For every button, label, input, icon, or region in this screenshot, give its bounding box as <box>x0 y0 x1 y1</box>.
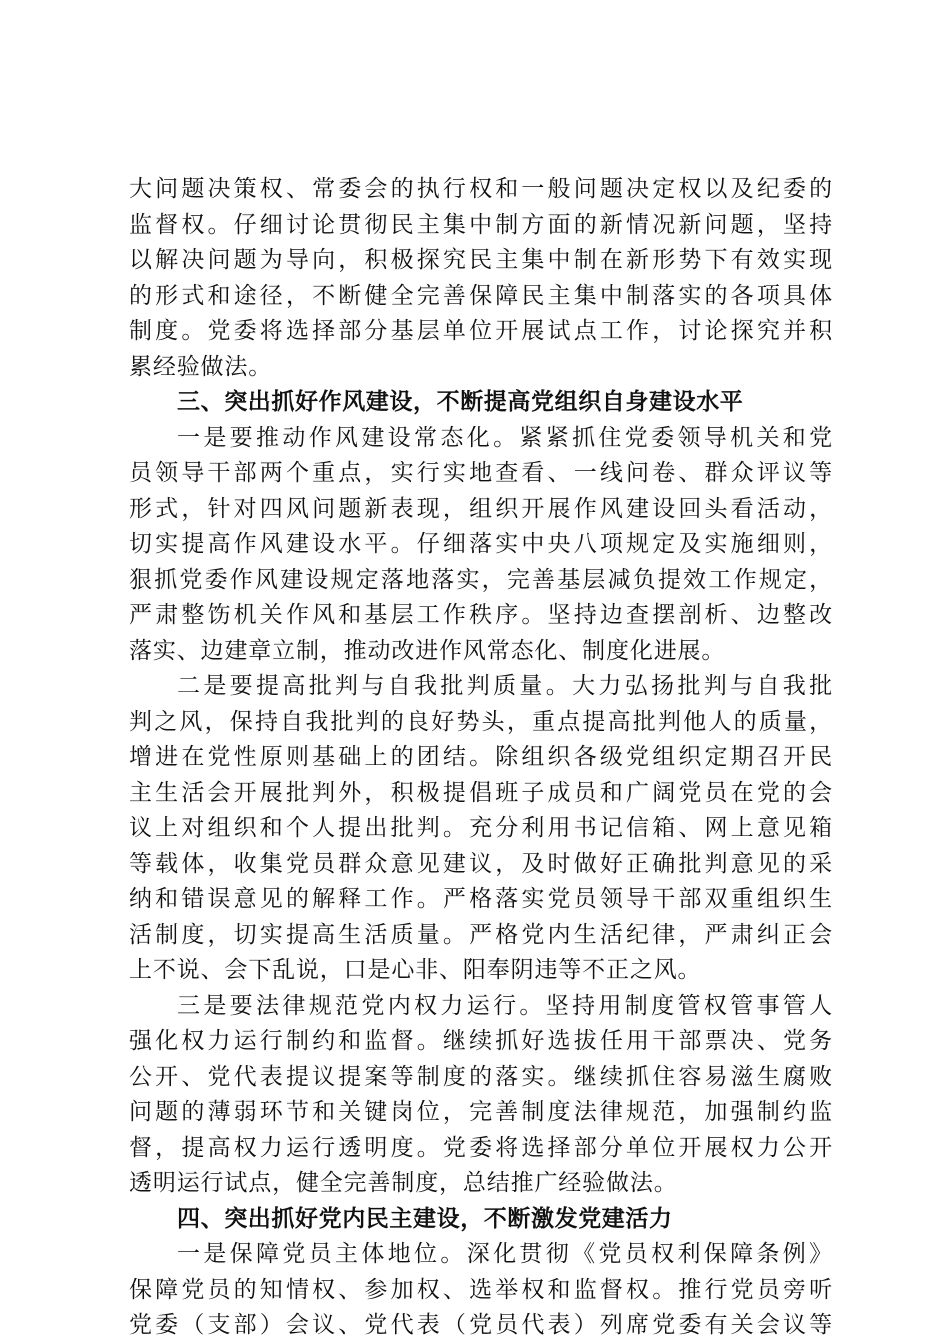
document-page <box>129 172 833 1344</box>
paragraph-line: 严肃整饬机关作风和基层工作秩序。坚持边查摆剖析、边整改 <box>129 602 833 628</box>
section-heading-3: 三、突出抓好作风建设，不断提高党组织自身建设水平 <box>177 389 744 415</box>
paragraph-line: 活制度，切实提高生活质量。严格党内生活纪律，严肃纠正会 <box>129 921 833 948</box>
paragraph-line: 上不说、会下乱说，口是心非、阳奉阴违等不正之风。 <box>129 957 702 983</box>
paragraph-line: 问题的薄弱环节和关键岗位，完善制度法律规范，加强制约监 <box>129 1099 833 1125</box>
section-heading-4: 四、突出抓好党内民主建设，不断激发党建活力 <box>177 1205 673 1232</box>
paragraph-line: 增进在党性原则基础上的团结。除组织各级党组织定期召开民 <box>129 744 833 770</box>
paragraph-line: 监督权。仔细讨论贯彻民主集中制方面的新情况新问题，坚持 <box>129 211 833 238</box>
paragraph-line: 的形式和途径，不断健全完善保障民主集中制落实的各项具体 <box>129 282 833 309</box>
paragraph-line: 纳和错误意见的解释工作。严格落实党员领导干部双重组织生 <box>129 886 833 912</box>
paragraph-line: 大问题决策权、常委会的执行权和一般问题决定权以及纪委的 <box>129 176 833 202</box>
paragraph-line: 透明运行试点，健全完善制度，总结推广经验做法。 <box>129 1170 678 1196</box>
paragraph-first-line: 三是要法律规范党内权力运行。坚持用制度管权管事管人 <box>177 992 833 1019</box>
paragraph-line: 狠抓党委作风建设规定落地落实，完善基层减负提效工作规定， <box>129 566 833 593</box>
paragraph-line: 落实、边建章立制，推动改进作风常态化、制度化进展。 <box>129 637 726 664</box>
paragraph-first-line: 二是要提高批判与自我批判质量。大力弘扬批判与自我批 <box>177 673 833 699</box>
paragraph-line: 保障党员的知情权、参加权、选举权和监督权。推行党员旁听 <box>129 1276 833 1303</box>
paragraph-line: 判之风，保持自我批判的良好势头，重点提高批判他人的质量， <box>129 708 833 735</box>
paragraph-line: 切实提高作风建设水平。仔细落实中央八项规定及实施细则， <box>129 531 833 557</box>
paragraph-first-line: 一是保障党员主体地位。深化贯彻《党员权利保障条例》 <box>177 1241 833 1267</box>
paragraph-line: 强化权力运行制约和监督。继续抓好选拔任用干部票决、党务 <box>129 1028 833 1054</box>
paragraph-line: 累经验做法。 <box>129 353 273 380</box>
paragraph-line: 议上对组织和个人提出批判。充分利用书记信箱、网上意见箱 <box>129 815 833 841</box>
paragraph-line: 等载体，收集党员群众意见建议，及时做好正确批判意见的采 <box>129 850 833 877</box>
paragraph-line: 以解决问题为导向，积极探究民主集中制在新形势下有效实现 <box>129 247 833 273</box>
paragraph-line: 督，提高权力运行透明度。党委将选择部分单位开展权力公开 <box>129 1134 833 1161</box>
paragraph-line: 公开、党代表提议提案等制度的落实。继续抓住容易滋生腐败 <box>129 1063 833 1090</box>
paragraph-first-line: 一是要推动作风建设常态化。紧紧抓住党委领导机关和党 <box>177 424 833 451</box>
paragraph-line: 党委（支部）会议、党代表（党员代表）列席党委有关会议等 <box>129 1312 833 1338</box>
paragraph-line: 制度。党委将选择部分基层单位开展试点工作，讨论探究并积 <box>129 318 833 344</box>
paragraph-line: 形式，针对四风问题新表现，组织开展作风建设回头看活动， <box>129 495 833 522</box>
paragraph-line: 员领导干部两个重点，实行实地查看、一线问卷、群众评议等 <box>129 460 833 486</box>
paragraph-line: 主生活会开展批判外，积极提倡班子成员和广阔党员在党的会 <box>129 779 833 806</box>
